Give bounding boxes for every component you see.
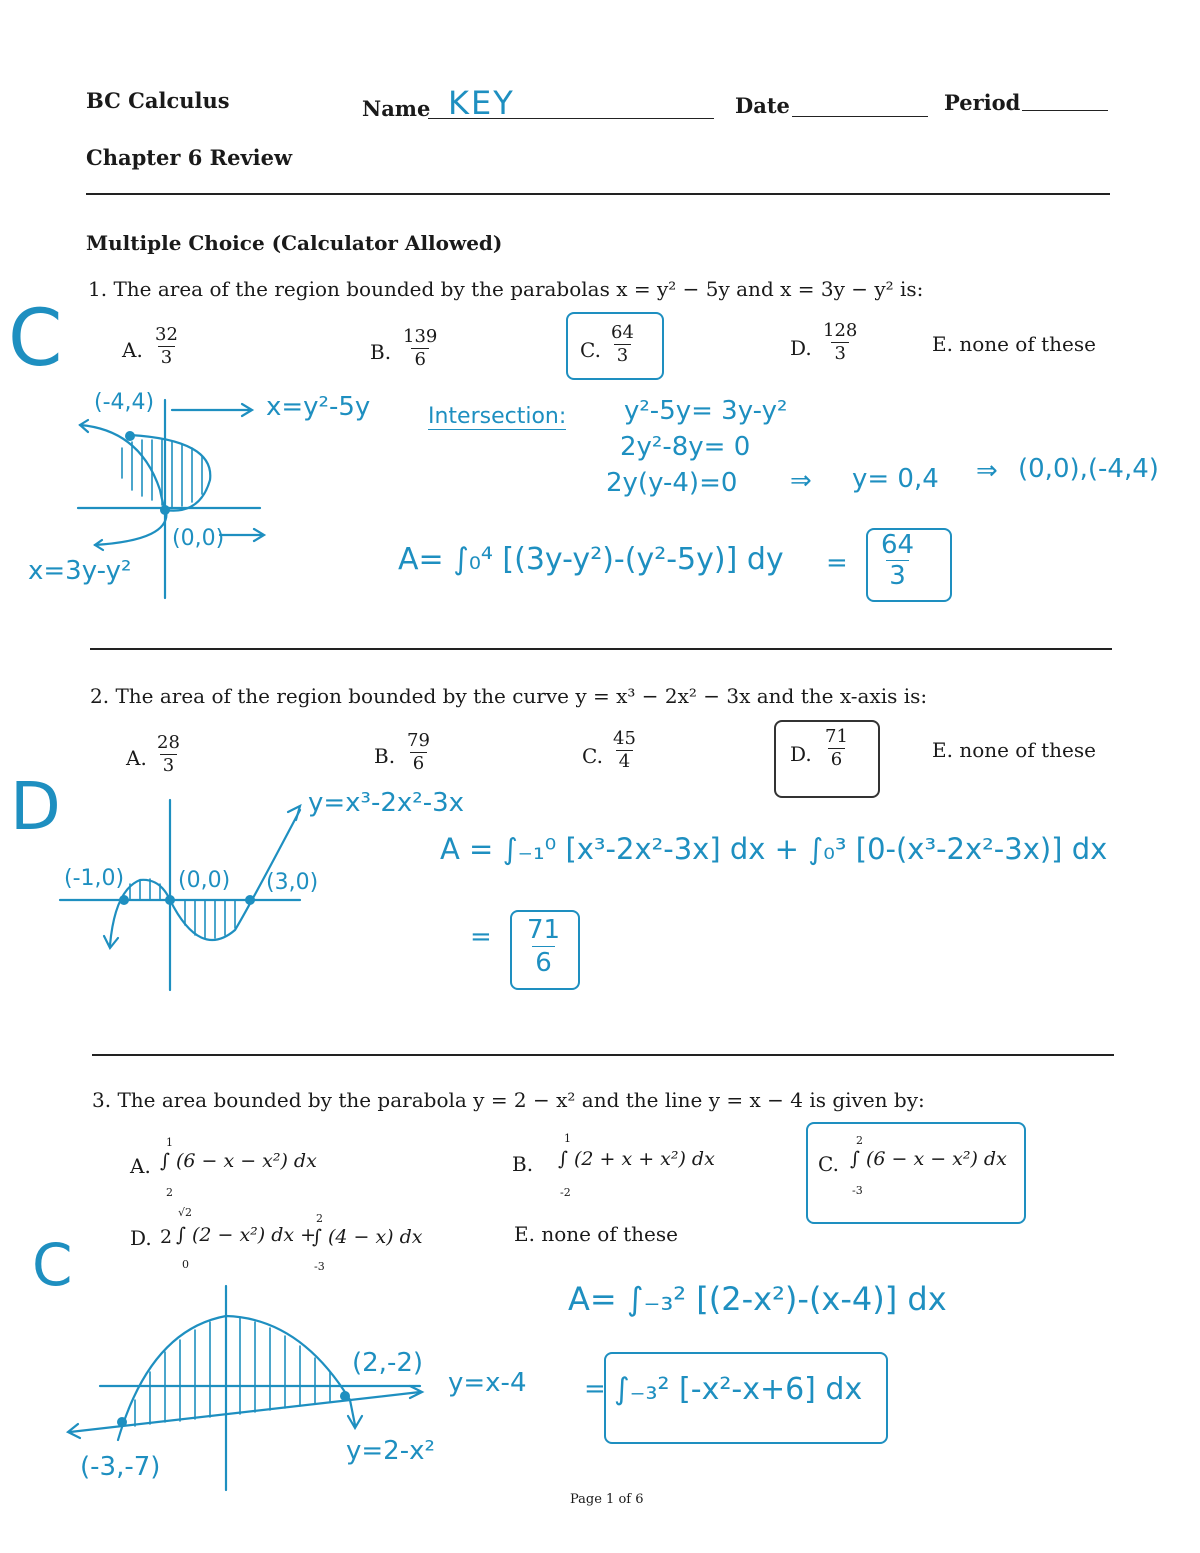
q3-choice-d-upper2: 2: [316, 1212, 323, 1225]
q1-point-b: [160, 505, 170, 515]
q2-point-c-label: (3,0): [266, 870, 319, 895]
q3-choice-b-lower: -2: [560, 1186, 571, 1199]
q1-point-a: [125, 431, 135, 441]
q1-choice-e: E. none of these: [932, 332, 1096, 356]
page-number: Page 1 of 6: [570, 1492, 644, 1507]
date-line: [792, 116, 928, 117]
section-title: Multiple Choice (Calculator Allowed): [86, 231, 503, 255]
q2-curve-label: y=x³-2x²-3x: [308, 788, 465, 818]
q1-choice-a-fraction: $\frac{32}{3}$: [155, 324, 178, 368]
q3-choice-d-expr2: ∫ (4 − x) dx: [312, 1226, 423, 1248]
q1-curve-right: [130, 435, 210, 511]
q3-choice-b-expr: ∫ (2 + x + x²) dx: [558, 1148, 715, 1170]
q1-work-line3b: y= 0,4: [852, 464, 939, 494]
q1-choice-c-letter: C.: [580, 338, 601, 362]
q3-choice-d-lower2: -3: [314, 1260, 325, 1273]
q1-prompt: 1. The area of the region bounded by the parabolas x = y² − 5y and x = 3y − y² is:: [88, 277, 924, 301]
q1-divider: [90, 648, 1112, 650]
q3-integral1: A= ∫₋₃² [(2-x²)-(x-4)] dx: [568, 1280, 947, 1318]
q2-answer-mark: D: [10, 768, 61, 845]
q1-curve-left: [80, 425, 166, 545]
q2-choice-b-fraction: $\frac{79}{6}$: [407, 730, 430, 774]
q1-work-line1: y²-5y= 3y-y²: [624, 396, 788, 426]
q1-point-a-label: (-4,4): [94, 390, 155, 415]
q3-choice-c-expr: ∫ (6 − x − x²) dx: [850, 1148, 1007, 1170]
q2-choice-a-fraction: $\frac{28}{3}$: [157, 732, 180, 776]
q1-result-fraction: $\frac{64}{3}$: [881, 530, 915, 591]
q3-choice-a-lower: 2: [166, 1186, 173, 1199]
q1-intersection-label: Intersection:: [428, 404, 567, 429]
q1-work-line2: 2y²-8y= 0: [620, 432, 751, 462]
q3-answer-box: [806, 1122, 1026, 1224]
q2-point-b-label: (0,0): [178, 868, 231, 893]
q1-point-b-label: (0,0): [172, 526, 225, 551]
q3-prompt: 3. The area bounded by the parabola y = 2 − x² and the line y = x − 4 is given by:: [92, 1088, 925, 1112]
q3-choice-c-letter: C.: [818, 1152, 839, 1176]
q3-point-a: [340, 1391, 350, 1401]
q3-choice-d-prefix: 2: [160, 1226, 173, 1248]
q2-choice-d-letter: D.: [790, 742, 812, 766]
q1-choice-c-fraction: $\frac{64}{3}$: [611, 322, 634, 366]
q3-integral2: ∫₋₃² [-x²-x+6] dx: [614, 1372, 863, 1407]
q2-point-a-label: (-1,0): [64, 866, 125, 891]
name-value: KEY: [448, 84, 515, 122]
q2-point-c: [245, 895, 255, 905]
q3-choice-a-expr: ∫ (6 − x − x²) dx: [160, 1150, 317, 1172]
date-label: Date: [735, 93, 790, 118]
q3-choice-a-upper: 1: [166, 1136, 173, 1149]
chapter-title: Chapter 6 Review: [86, 145, 293, 170]
q2-prompt: 2. The area of the region bounded by the curve y = x³ − 2x² − 3x and the x-axis is:: [90, 684, 928, 708]
q1-arrow-a: ⇒: [790, 466, 812, 496]
q3-choice-d-letter: D.: [130, 1226, 152, 1250]
q3-choice-d-expr1: ∫ (2 − x²) dx +: [176, 1224, 317, 1246]
q3-point-b: [117, 1417, 127, 1427]
q2-choice-c-letter: C.: [582, 744, 603, 768]
q3-equals: =: [584, 1374, 606, 1404]
q2-integral: A = ∫₋₁⁰ [x³-2x²-3x] dx + ∫₀³ [0-(x³-2x²-3x)] dx: [440, 832, 1108, 866]
period-label: Period: [944, 90, 1021, 115]
q3-choice-b-upper: 1: [564, 1132, 571, 1145]
q1-curve-a-label: x=y²-5y: [266, 392, 371, 422]
q1-choice-d-letter: D.: [790, 336, 812, 360]
q3-point-b-label: (-3,-7): [80, 1452, 161, 1482]
q3-choice-d-upper1: √2: [178, 1206, 193, 1219]
q2-choice-d-fraction: $\frac{71}{6}$: [825, 726, 848, 770]
q3-line-label: y=x-4: [448, 1368, 527, 1398]
q3-choice-c-lower: -3: [852, 1184, 863, 1197]
q2-point-b: [165, 895, 175, 905]
q3-choice-a-letter: A.: [130, 1154, 151, 1178]
q2-choice-b-letter: B.: [374, 744, 396, 768]
q1-integral: A= ∫₀⁴ [(3y-y²)-(y²-5y)] dy: [398, 542, 784, 577]
q2-point-a: [119, 895, 129, 905]
q1-choice-b-fraction: $\frac{139}{6}$: [403, 326, 438, 370]
q2-equals: =: [470, 922, 492, 952]
q3-line: [70, 1392, 420, 1432]
q3-choice-b-letter: B.: [512, 1152, 534, 1176]
q2-choice-c-fraction: $\frac{45}{4}$: [613, 728, 636, 772]
q3-parabola: [118, 1316, 355, 1440]
period-line: [1022, 110, 1108, 111]
q1-answer-mark: C: [8, 294, 63, 384]
q1-work-line3c: (0,0),(-4,4): [1018, 454, 1159, 484]
course-title: BC Calculus: [86, 88, 230, 113]
q1-arrow-b: ⇒: [976, 456, 998, 486]
q1-choice-d-fraction: $\frac{128}{3}$: [823, 320, 858, 364]
q1-work-line3: 2y(y-4)=0: [606, 468, 738, 498]
q2-choice-e: E. none of these: [932, 738, 1096, 762]
q3-curve-label: y=2-x²: [346, 1436, 435, 1466]
q2-divider: [92, 1054, 1114, 1056]
q3-point-a-label: (2,-2): [352, 1348, 424, 1378]
q1-curve-b-label: x=3y-y²: [28, 556, 132, 586]
q3-answer-mark: C: [32, 1231, 73, 1299]
q3-choice-e: E. none of these: [514, 1222, 678, 1246]
name-label: Name: [362, 96, 431, 121]
q3-choice-d-lower1: 0: [182, 1258, 189, 1271]
q2-choice-a-letter: A.: [126, 746, 147, 770]
q3-choice-c-upper: 2: [856, 1134, 863, 1147]
q1-choice-b-letter: B.: [370, 340, 392, 364]
header-divider: [86, 193, 1110, 195]
q1-equals: =: [826, 548, 848, 578]
q1-choice-a-letter: A.: [122, 338, 143, 362]
q2-result-fraction: $\frac{71}{6}$: [527, 915, 561, 978]
